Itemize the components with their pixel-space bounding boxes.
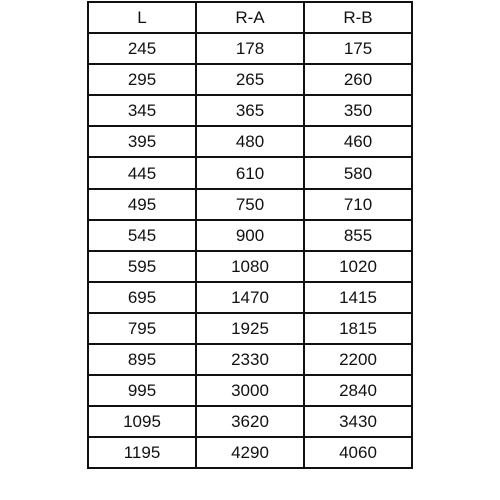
cell-l: 895 bbox=[88, 344, 196, 375]
cell-r-b: 1415 bbox=[304, 282, 412, 313]
cell-l: 1195 bbox=[88, 437, 196, 468]
cell-r-a: 750 bbox=[196, 189, 304, 220]
cell-r-a: 3000 bbox=[196, 375, 304, 406]
cell-r-b: 2200 bbox=[304, 344, 412, 375]
table-body bbox=[88, 33, 412, 468]
cell-l: 295 bbox=[88, 64, 196, 95]
cell-l: 545 bbox=[88, 220, 196, 251]
table-row bbox=[88, 157, 412, 188]
table-row bbox=[88, 64, 412, 95]
cell-r-b: 855 bbox=[304, 220, 412, 251]
table-row bbox=[88, 282, 412, 313]
cell-r-a: 480 bbox=[196, 126, 304, 157]
table-header-row bbox=[88, 2, 412, 33]
table-row bbox=[88, 406, 412, 437]
cell-r-b: 2840 bbox=[304, 375, 412, 406]
table-row bbox=[88, 220, 412, 251]
cell-r-a: 178 bbox=[196, 33, 304, 64]
cell-r-a: 2330 bbox=[196, 344, 304, 375]
cell-l: 995 bbox=[88, 375, 196, 406]
column-header-r-a: R-A bbox=[196, 2, 304, 33]
cell-r-a: 3620 bbox=[196, 406, 304, 437]
cell-r-b: 1020 bbox=[304, 251, 412, 282]
cell-r-b: 580 bbox=[304, 157, 412, 188]
cell-r-b: 4060 bbox=[304, 437, 412, 468]
cell-r-b: 175 bbox=[304, 33, 412, 64]
table-row bbox=[88, 251, 412, 282]
cell-l: 795 bbox=[88, 313, 196, 344]
cell-r-b: 260 bbox=[304, 64, 412, 95]
cell-r-a: 365 bbox=[196, 95, 304, 126]
cell-r-b: 1815 bbox=[304, 313, 412, 344]
cell-l: 495 bbox=[88, 189, 196, 220]
cell-l: 1095 bbox=[88, 406, 196, 437]
cell-l: 395 bbox=[88, 126, 196, 157]
cell-r-a: 4290 bbox=[196, 437, 304, 468]
table-row bbox=[88, 375, 412, 406]
cell-r-a: 265 bbox=[196, 64, 304, 95]
table-row bbox=[88, 313, 412, 344]
cell-r-b: 460 bbox=[304, 126, 412, 157]
cell-r-b: 350 bbox=[304, 95, 412, 126]
table-row bbox=[88, 344, 412, 375]
cell-r-b: 3430 bbox=[304, 406, 412, 437]
column-header-l: L bbox=[88, 2, 196, 33]
cell-l: 445 bbox=[88, 157, 196, 188]
cell-l: 695 bbox=[88, 282, 196, 313]
cell-l: 245 bbox=[88, 33, 196, 64]
table-row bbox=[88, 437, 412, 468]
cell-r-b: 710 bbox=[304, 189, 412, 220]
table-row bbox=[88, 95, 412, 126]
table-row bbox=[88, 126, 412, 157]
cell-r-a: 610 bbox=[196, 157, 304, 188]
cell-l: 595 bbox=[88, 251, 196, 282]
cell-r-a: 1470 bbox=[196, 282, 304, 313]
cell-r-a: 1080 bbox=[196, 251, 304, 282]
column-header-r-b: R-B bbox=[304, 2, 412, 33]
cell-r-a: 1925 bbox=[196, 313, 304, 344]
cell-r-a: 900 bbox=[196, 220, 304, 251]
table-row bbox=[88, 33, 412, 64]
table-row bbox=[88, 189, 412, 220]
cell-l: 345 bbox=[88, 95, 196, 126]
dimension-table bbox=[87, 1, 413, 469]
